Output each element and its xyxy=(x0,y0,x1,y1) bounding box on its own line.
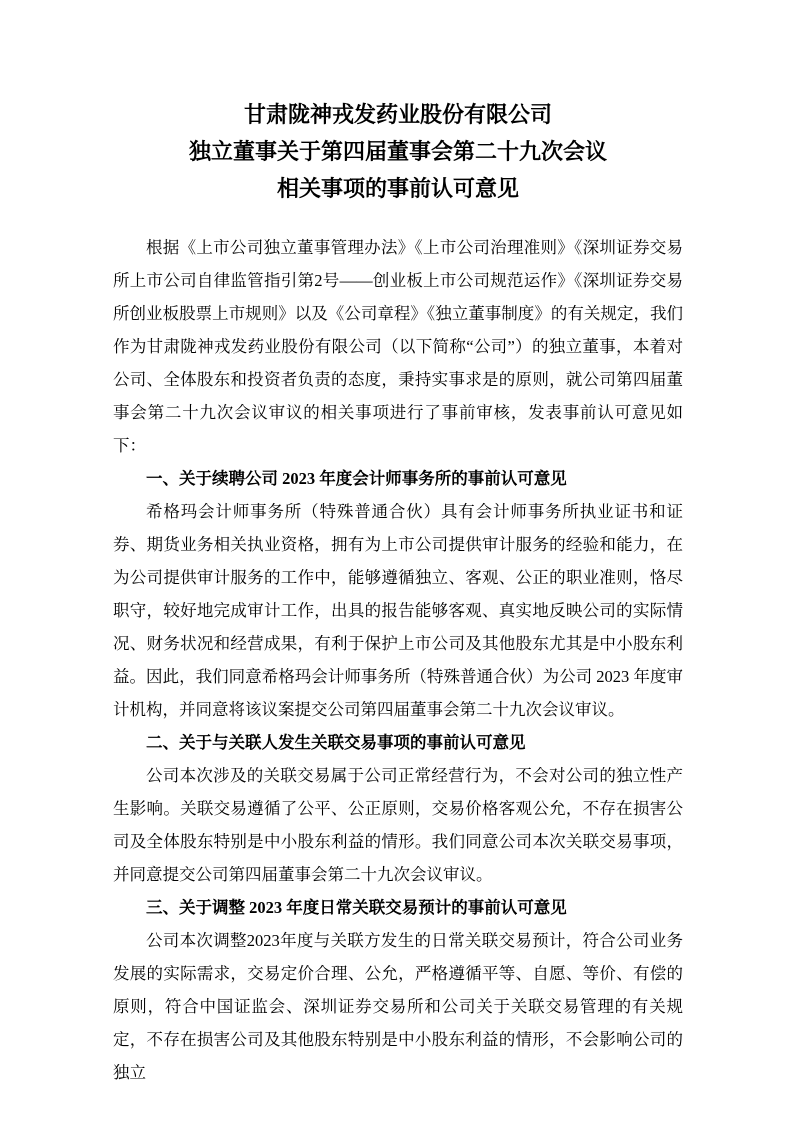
section-1-body: 希格玛会计师事务所（特殊普通合伙）具有会计师事务所执业证书和证券、期货业务相关执业资格，拥有为上市公司提供审计服务的经验和能力，在为公司提供审计服务的工作中，能够遵循独立、客观、公正的职业准则，恪尽职守，较好地完成审计工作，出具的报告能够客观、真实地反映公司的实际情况、财务状况和经营成果，有利于保护上市公司及其他股东尤其是中小股东利益。因此，我们同意希格玛会计师事务所（特殊普通合伙）为公司 2023 年度审计机构，并同意将该议案提交公司第四届董事会第二十九次会议审议。 xyxy=(113,502,683,719)
section-2-heading: 二、关于与关联人发生关联交易事项的事前认可意见 xyxy=(146,733,526,752)
section-3-body: 公司本次调整2023年度与关联方发生的日常关联交易预计，符合公司业务发展的实际需求，交易定价合理、公允，严格遵循平等、自愿、等价、有偿的原则，符合中国证监会、深圳证券交易所和公司关于关联交易管理的有关规定，不存在损害公司及其他股东特别是中小股东利益的情形，不会影响公司的独立 xyxy=(113,931,683,1082)
title-line-3: 相关事项的事前认可意见 xyxy=(276,176,519,201)
title-line-1: 甘肃陇神戎发药业股份有限公司 xyxy=(243,102,552,127)
section-2-body: 公司本次涉及的关联交易属于公司正常经营行为，不会对公司的独立性产生影响。关联交易遵循了公平、公正原则，交易价格客观公允，不存在损害公司及全体股东特别是中小股东利益的情形。我们同意公司本次关联交易事项，并同意提交公司第四届董事会第二十九次会议审议。 xyxy=(113,766,683,884)
section-3-heading: 三、关于调整 2023 年度日常关联交易预计的事前认可意见 xyxy=(146,898,567,917)
section-1-heading: 一、关于续聘公司 2023 年度会计师事务所的事前认可意见 xyxy=(146,469,567,488)
document-title xyxy=(113,96,683,207)
intro-paragraph: 根据《上市公司独立董事管理办法》《上市公司治理准则》《深圳证券交易所上市公司自律监管指引第2号——创业板上市公司规范运作》《深圳证券交易所创业板股票上市规则》以及《公司章程》《独立董事制度》的有关规定，我们作为甘肃陇神戎发药业股份有限公司（以下简称“公司”）的独立董事，本着对公司、全体股东和投资者负责的态度，秉持实事求是的原则，就公司第四届董事会第二十九次会议审议的相关事项进行了事前审核，发表事前认可意见如下： xyxy=(113,238,683,455)
title-line-2: 独立董事关于第四届董事会第二十九次会议 xyxy=(188,139,607,164)
